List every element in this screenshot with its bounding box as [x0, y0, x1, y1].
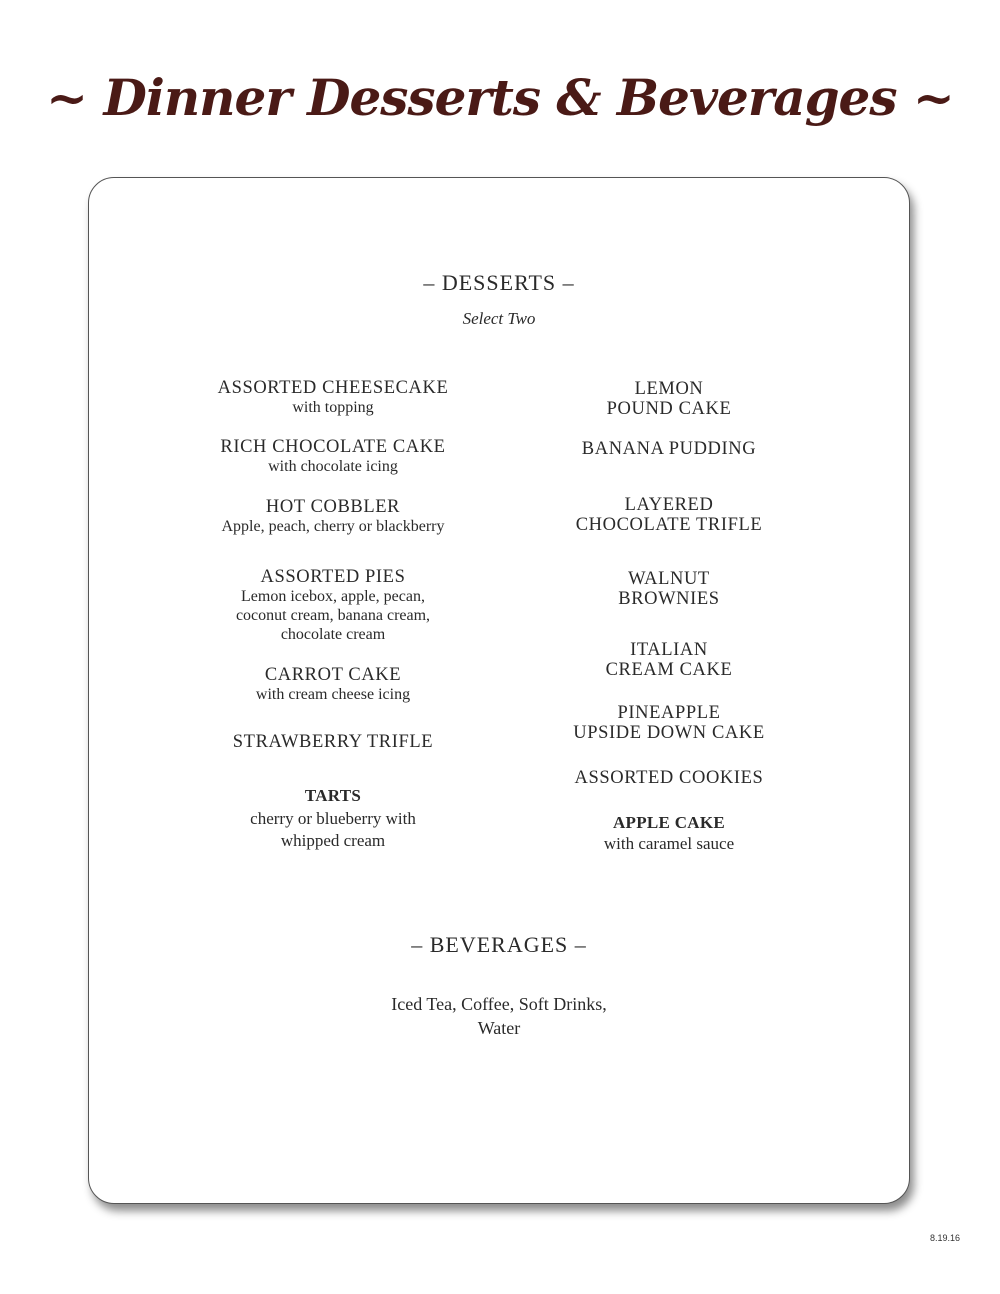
- dessert-name: APPLE CAKE: [612, 813, 726, 832]
- dessert-item: [153, 786, 513, 852]
- dessert-name: TARTS: [304, 786, 362, 805]
- dessert-name: LEMON POUND CAKE: [606, 379, 732, 419]
- dessert-desc: with cream cheese icing: [255, 686, 411, 703]
- dessert-item: [153, 378, 513, 417]
- desserts-subtitle: Select Two: [462, 309, 536, 328]
- dessert-item: [153, 732, 513, 752]
- dessert-item: [489, 495, 849, 535]
- dessert-name: CARROT CAKE: [264, 665, 402, 685]
- dessert-name: ASSORTED COOKIES: [574, 768, 764, 788]
- dessert-item: [489, 569, 849, 609]
- dessert-name: ASSORTED PIES: [260, 567, 406, 587]
- beverages-list: Iced Tea, Coffee, Soft Drinks, Water: [391, 994, 607, 1038]
- dessert-item: [153, 497, 513, 536]
- desserts-heading: – DESSERTS –: [423, 270, 575, 295]
- dessert-item: [153, 437, 513, 476]
- dessert-desc: with topping: [292, 399, 374, 416]
- dessert-item: [489, 640, 849, 680]
- dessert-item: [489, 813, 849, 855]
- dessert-name: STRAWBERRY TRIFLE: [232, 732, 434, 752]
- dessert-desc: Lemon icebox, apple, pecan, coconut cream, banana cream, chocolate cream: [235, 588, 431, 643]
- menu-card: [88, 177, 910, 1204]
- dessert-name: WALNUT BROWNIES: [618, 569, 720, 609]
- dessert-name: BANANA PUDDING: [581, 439, 757, 459]
- dessert-item: [489, 379, 849, 419]
- dessert-item: [153, 665, 513, 704]
- dessert-item: [489, 768, 849, 788]
- dessert-name: ITALIAN CREAM CAKE: [605, 640, 733, 680]
- dessert-name: PINEAPPLE UPSIDE DOWN CAKE: [573, 703, 765, 743]
- dessert-desc: with caramel sauce: [603, 834, 735, 853]
- dessert-desc: with chocolate icing: [268, 458, 398, 475]
- dessert-item: [153, 567, 513, 644]
- page-title: ~ Dinner Desserts & Beverages ~: [46, 68, 954, 127]
- dessert-name: HOT COBBLER: [265, 497, 401, 517]
- beverages-heading: – BEVERAGES –: [411, 932, 587, 957]
- dessert-item: [489, 703, 849, 743]
- dessert-name: LAYERED CHOCOLATE TRIFLE: [575, 495, 763, 535]
- dessert-desc: cherry or blueberry with whipped cream: [250, 809, 416, 850]
- dessert-desc: Apple, peach, cherry or blackberry: [221, 518, 445, 535]
- dessert-name: ASSORTED CHEESECAKE: [217, 378, 449, 398]
- version-label: 8.19.16: [929, 1233, 960, 1243]
- dessert-item: [489, 439, 849, 459]
- dessert-name: RICH CHOCOLATE CAKE: [220, 437, 446, 457]
